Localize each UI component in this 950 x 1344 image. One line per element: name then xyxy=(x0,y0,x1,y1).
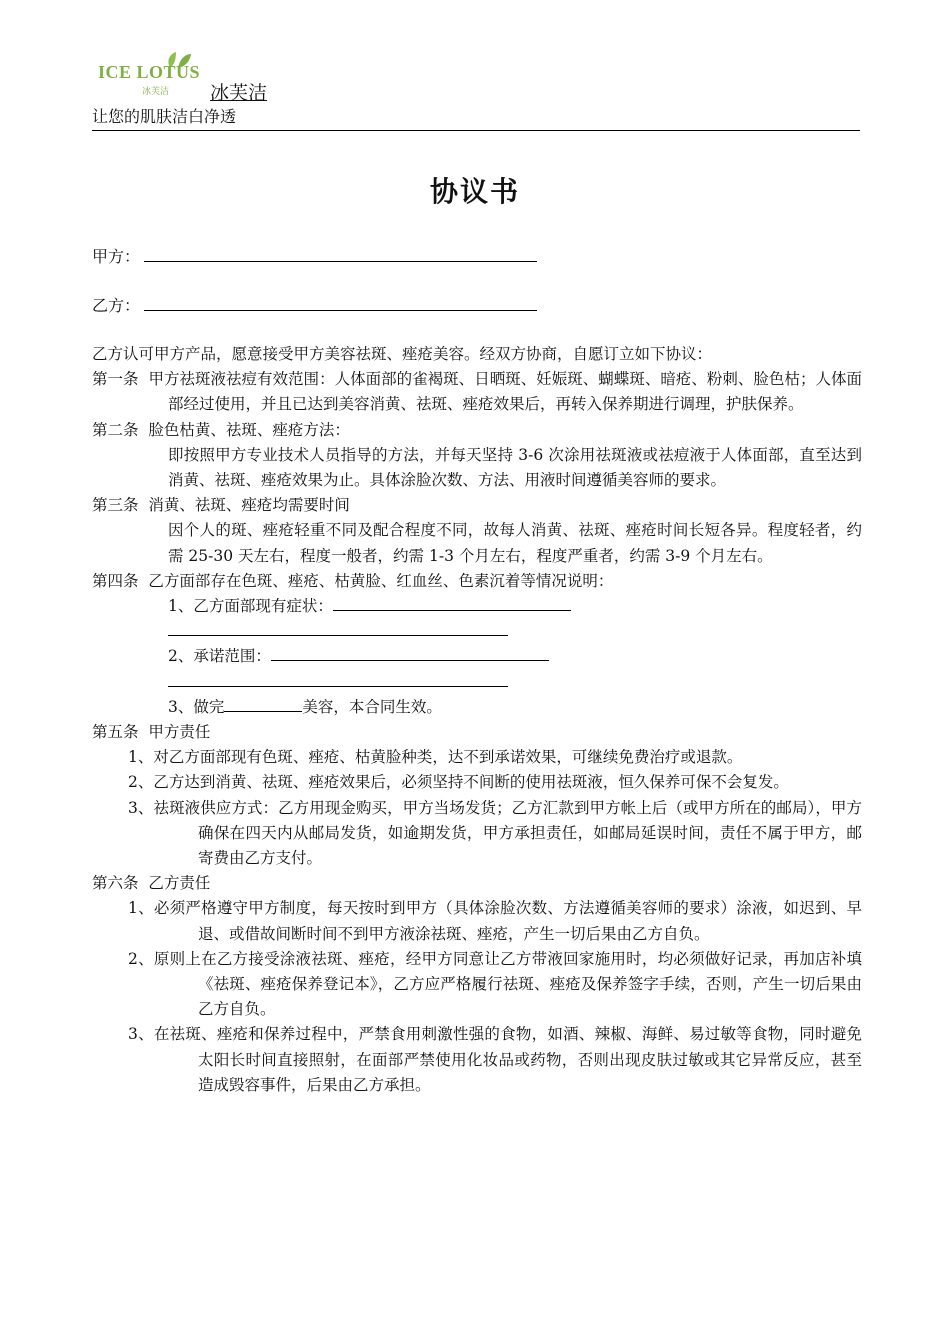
completion-label: 3、做完 xyxy=(168,697,225,716)
scope-label: 2、承诺范围： xyxy=(168,647,271,666)
clause-6-item-1: 1、必须严格遵守甲方制度，每天按时到甲方（具体涂脸次数、方法遵循美容师的要求）涂液，如迟到、早退、或借故间断时间不到甲方液涂祛斑、痤疮，产生一切后果由乙方自负。 xyxy=(128,899,862,943)
clause-6-heading xyxy=(92,871,862,896)
party-a-label: 甲方： xyxy=(92,247,141,266)
symptoms-label: 1、乙方面部现有症状： xyxy=(168,597,333,616)
clause-4-item-2-cont xyxy=(92,670,862,695)
clause-5-heading xyxy=(92,720,862,745)
clause-5-title: 甲方责任 xyxy=(148,723,211,742)
clause-5-label: 第五条 xyxy=(92,723,139,742)
clause-6-item-3: 3、在祛斑、痤疮和保养过程中，严禁食用刺激性强的食物，如酒、辣椒、海鲜、易过敏等食物，同时避免太阳长时间直接照射，在面部严禁使用化妆品或药物，否则出现皮肤过敏或其它异常反应，甚至造成毁容事件，后果由乙方承担。 xyxy=(128,1025,862,1094)
scope-blank-2 xyxy=(168,671,508,687)
page-header xyxy=(92,44,860,131)
clause-4-item-1-cont xyxy=(92,619,862,644)
clause-3-label: 第三条 xyxy=(92,496,139,515)
clause-6-label: 第六条 xyxy=(92,874,139,893)
clause-5-item-3: 3、祛斑液供应方式：乙方用现金购买，甲方当场发货；乙方汇款到甲方帐上后（或甲方所在的邮局），甲方确保在四天内从邮局发货，如逾期发货，甲方承担责任，如邮局延误时间，责任不属于甲方，邮寄费由乙方支付。 xyxy=(128,798,862,868)
clause-4-heading xyxy=(92,569,862,594)
clause-3-text: 因个人的斑、痤疮轻重不同及配合程度不同，故每人消黄、祛斑、痤疮时间长短各异。程度轻者，约需 25-30 天左右，程度一般者，约需 1-3 个月左右，程度严重者，约需 3-9 个月左右。 xyxy=(168,521,862,565)
clause-6-title: 乙方责任 xyxy=(148,874,211,893)
clause-4-item-1 xyxy=(92,594,862,619)
ice-lotus-logo xyxy=(98,48,208,102)
clause-4-label: 第四条 xyxy=(92,571,139,590)
symptoms-blank xyxy=(333,595,571,611)
brand-name: 冰芙洁 xyxy=(210,82,268,104)
clause-5-item-1: 1、对乙方面部现有色斑、痤疮、枯黄脸种类，达不到承诺效果，可继续免费治疗或退款。 xyxy=(128,748,743,767)
party-b-blank xyxy=(144,296,537,311)
completion-blank xyxy=(224,696,302,712)
symptoms-blank-2 xyxy=(168,620,508,636)
logo-subtext: 冰芙洁 xyxy=(142,87,170,97)
clause-3-title: 消黄、祛斑、痤疮均需要时间 xyxy=(148,496,350,515)
clause-4-title: 乙方面部存在色斑、痤疮、枯黄脸、红血丝、色素沉着等情况说明： xyxy=(148,571,614,590)
party-b-field xyxy=(92,293,537,316)
party-a-blank xyxy=(144,247,537,262)
clause-5-item-2: 2、乙方达到消黄、祛斑、痤疮效果后，必须坚持不间断的使用祛斑液，恒久保养可保不会复发。 xyxy=(128,773,789,792)
clause-2-heading xyxy=(92,418,862,443)
clause-3-heading xyxy=(92,493,862,518)
party-b-label: 乙方： xyxy=(92,296,141,315)
clause-4-item-3 xyxy=(92,695,862,720)
clause-4-item-2 xyxy=(92,644,862,669)
agreement-body xyxy=(92,342,862,1098)
slogan: 让您的肌肤洁白净透 xyxy=(92,107,237,126)
clause-6-item-2: 2、原则上在乙方接受涂液祛斑、痤疮，经甲方同意让乙方带液回家施用时，均必须做好记录，再加店补填《祛斑、痤疮保养登记本》，乙方应严格履行祛斑、痤疮及保养签字手续，否则，产生一切后果由乙方自负。 xyxy=(128,949,862,1019)
clause-1-text: 甲方祛斑液祛痘有效范围：人体面部的雀褐斑、日晒斑、妊娠斑、蝴蝶斑、暗疮、粉刺、脸色枯；人体面部经过使用，并且已达到美容消黄、祛斑、痤疮效果后，再转入保养期进行调理，护肤保养。 xyxy=(148,370,862,414)
clause-2-label: 第二条 xyxy=(92,420,139,439)
clause-1 xyxy=(92,367,862,417)
clause-2-title: 脸色枯黄、祛斑、痤疮方法： xyxy=(148,420,350,439)
document-title: 协议书 xyxy=(429,175,520,208)
completion-suffix: 美容，本合同生效。 xyxy=(302,697,442,716)
party-a-field xyxy=(92,244,537,267)
scope-blank xyxy=(271,645,549,661)
clause-2-text: 即按照甲方专业技术人员指导的方法，并每天坚持 3-6 次涂用祛斑液或祛痘液于人体面部，直至达到消黄、祛斑、痤疮效果为止。具体涂脸次数、方法、用液时间遵循美容师的要求。 xyxy=(168,445,862,490)
intro-paragraph: 乙方认可甲方产品，愿意接受甲方美容祛斑、痤疮美容。经双方协商，自愿订立如下协议： xyxy=(92,345,713,363)
logo-text: ICE LOTUS xyxy=(98,62,201,82)
clause-1-label: 第一条 xyxy=(92,370,139,389)
